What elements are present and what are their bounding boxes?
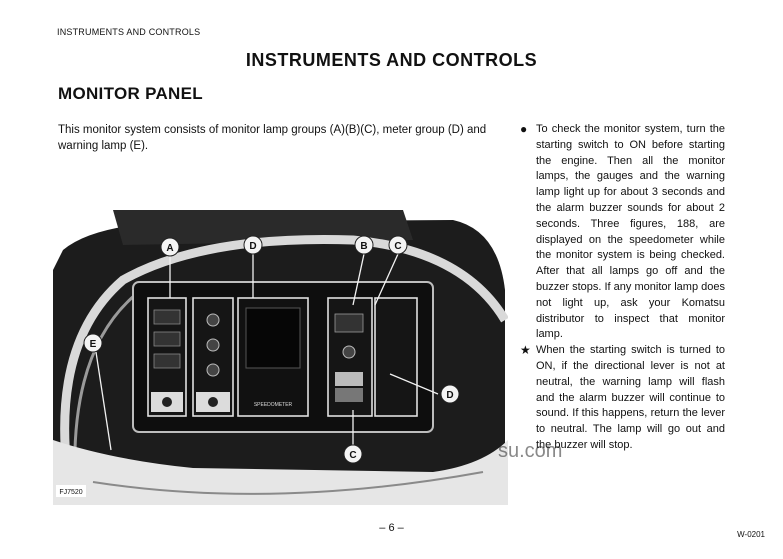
callout-c-top — [389, 236, 407, 254]
bullet-item — [520, 122, 725, 343]
callout-d-right — [441, 385, 459, 403]
speedometer-label: SPEEDOMETER — [253, 402, 293, 408]
page-number: – 6 – — [379, 522, 404, 534]
callout-e — [84, 334, 102, 352]
bullet-text: When the starting switch is turned to ON, if the directional lever is not at neutral, the warning lamp will flash and the alarm buzzer will continue to sound. If this happens, return the lever to neutral. The lamp will go out and the buzzer will stop. — [536, 344, 725, 451]
callout-b — [355, 236, 373, 254]
section-title: MONITOR PANEL — [58, 84, 203, 103]
callout-c-top-label: C — [394, 241, 402, 252]
callout-c-bottom-label: C — [349, 450, 357, 461]
bullet-text: To check the monitor system, turn the starting switch to ON before starting the engine. Then all the monitor lamps, the gauges and the warning lamp light up for about 3 seconds and the alarm buzzer sounds for about 2 seconds. Three figures, 188, are displayed on the speedometer while the monitor system is being checked. After that all lamps go off and the buzzer stops. If any monitor lamp does not light up, ask your Komatsu distributor to inspect that monitor lamp. — [536, 123, 725, 341]
callout-e-label: E — [89, 339, 97, 350]
bullet-item — [520, 343, 725, 454]
watermark: su.com — [498, 440, 563, 462]
page-title: INSTRUMENTS AND CONTROLS — [245, 50, 538, 70]
callout-c-bottom — [344, 445, 362, 463]
bullet-dot-icon: ● — [520, 122, 528, 136]
intro-paragraph: This monitor system consists of monitor lamp groups (A)(B)(C), meter group (D) and warning lamp (E). — [58, 124, 487, 152]
callout-a — [161, 238, 179, 256]
callout-d-top — [244, 236, 262, 254]
callout-b-label: B — [360, 241, 368, 252]
callout-d-right-label: D — [446, 390, 454, 401]
running-header: INSTRUMENTS AND CONTROLS — [57, 27, 201, 37]
figure-code: FJ7520 — [59, 489, 83, 496]
instruction-bullets — [520, 122, 725, 454]
document-code: W-0201 — [737, 530, 765, 539]
callout-d-top-label: D — [249, 241, 257, 252]
callout-a-label: A — [166, 243, 174, 254]
star-icon: ★ — [520, 343, 531, 358]
monitor-panel-photo — [53, 210, 508, 505]
